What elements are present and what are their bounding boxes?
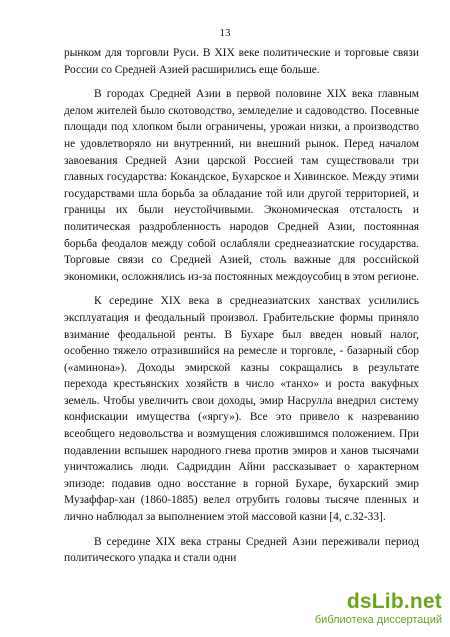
watermark-caption: библиотека диссертаций — [314, 614, 442, 626]
watermark-logo — [310, 589, 442, 633]
page-number: 13 — [219, 27, 231, 39]
paragraph-4: В середине XIX века страны Средней Азии переживали период политического упадка и стали одни — [64, 535, 419, 565]
watermark-site-name: dsLib.net — [346, 590, 442, 613]
document-body — [64, 45, 419, 567]
paragraph-2: В городах Средней Азии в первой половине XIX века главным делом жителей было скотоводство, земледелие и садоводство. Посевные площади под хлопком были ограничены, урожаи низки, а производство не удовлетворяло ни внутренний, ни внешний рынок. Перед началом завоевания Средней Азии царской Россией там существовали три главных государства: Кокандское, Бухарское и Хивинское. Между этими государствами шла борьба за обладание той или другой территорией, и границы их были неустойчивыми. Экономическая отсталость и политическая раздробленность народов Средней Азии, постоянная борьба феодалов между собой ослабляли среднеазиатские государства. Торговые связи со Средней Азией, столь важные для российской экономики, осложнялись из-за постоянных междоусобиц в этом регионе. — [64, 88, 419, 283]
paragraph-1: рынком для торговли Руси. В XIX веке политические и торговые связи России со Средней Азией расширились еще больше. — [64, 47, 419, 76]
paragraph-3: К середине XIX века в среднеазиатских ханствах усилились эксплуатация и феодальный произвол. Грабительские формы приняло взимание феодальной ренты. В Бухаре был введен новый налог, особенно тяжело отразившийся на ремесле и торговле, - базарный сбор («аминона»). Доходы эмирской казны сокращались в результате перехода крестьянских хозяйств в число «танхо» и роста вакуфных земель. Чтобы увеличить свои доходы, эмир Насрулла внедрил систему конфискации имущества («яргу»). Все это привело к назреванию всеобщего недовольства и возмущения сложившимся положением. При подавлении вспышек народного гнева против эмиров и ханов тысячами уничтожались люди. Садриддин Айни рассказывает о характерном эпизоде: подавив одно восстание в горной Бухаре, бухарский эмир Музаффар-хан (1860-1885) велел отрубить головы тысяче пленных и лично наблюдал за выполнением этой массовой казни [4, с.32-33]. — [64, 295, 419, 524]
